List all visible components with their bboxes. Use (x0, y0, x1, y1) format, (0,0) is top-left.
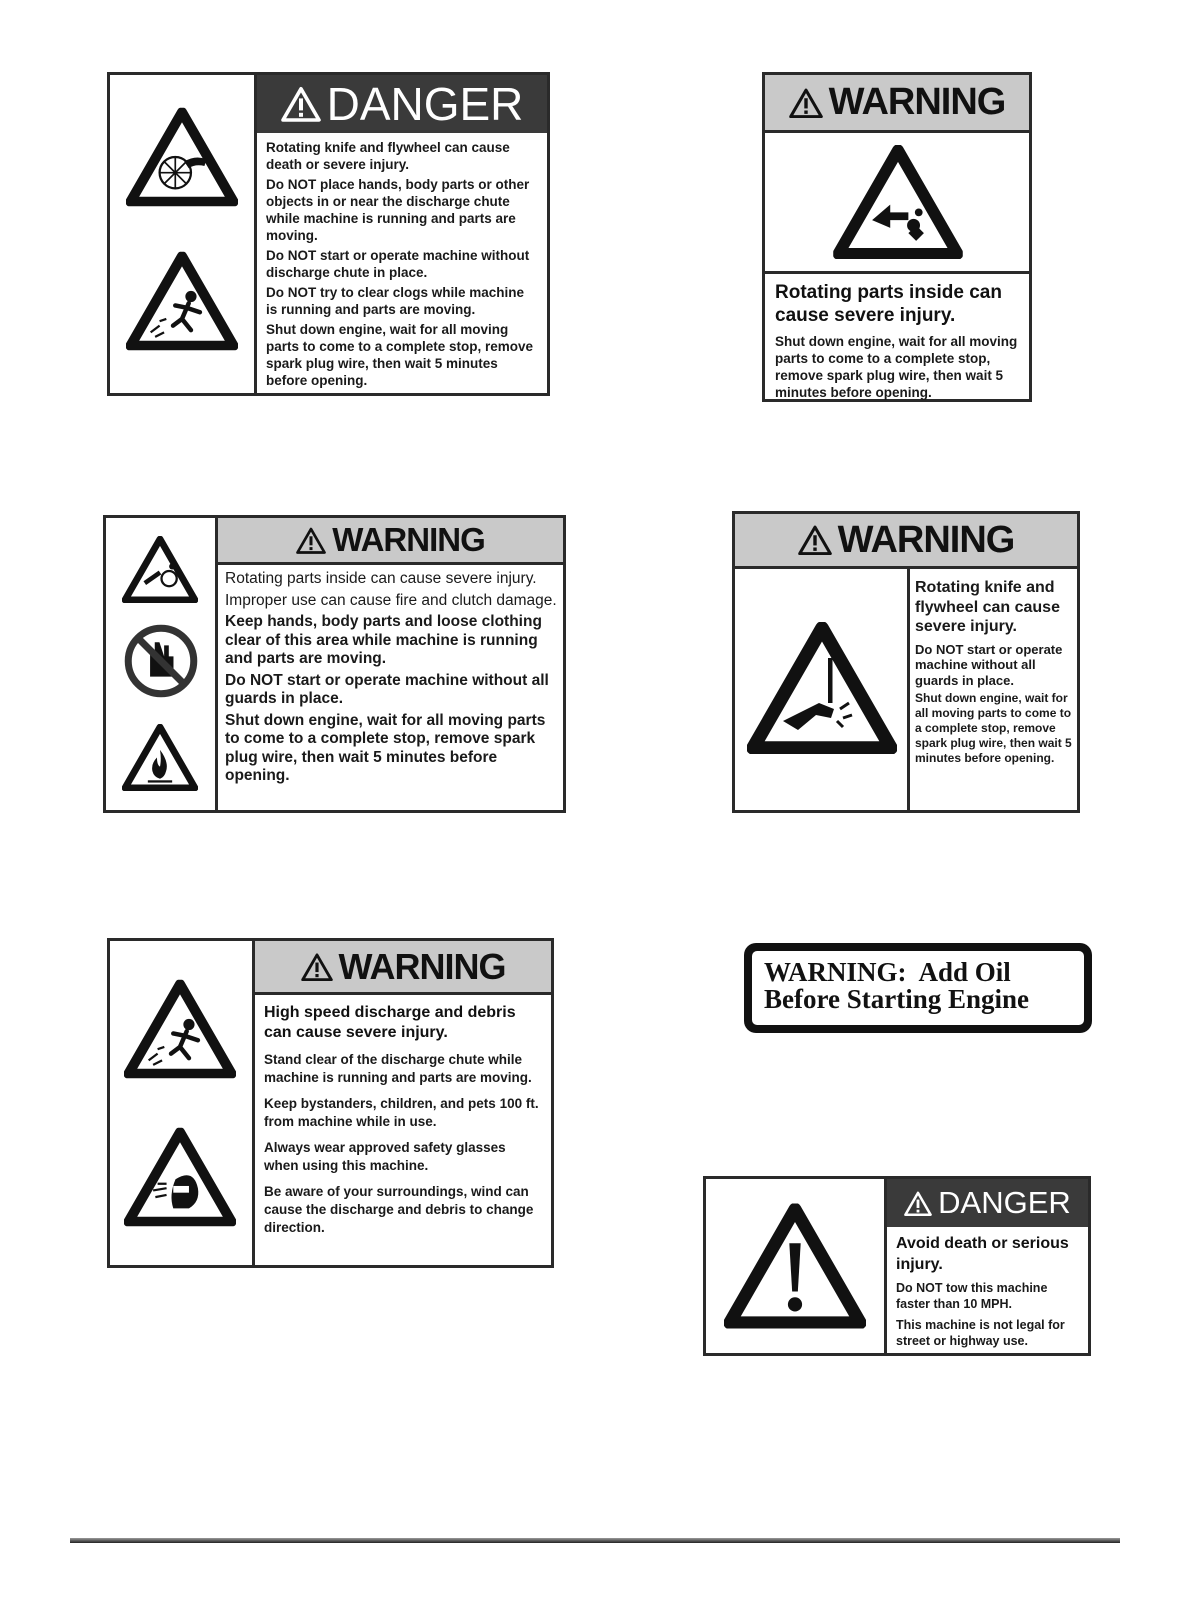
warning-triangle-icon (789, 88, 823, 118)
thrown-object-hazard-icon (124, 979, 236, 1079)
fire-hazard-icon (122, 724, 198, 791)
warning-oil-line-2: Before Starting Engine (764, 984, 1029, 1014)
warning-rotating-text-1: Shut down engine, wait for all moving parts to come to a complete stop, remove spark plug wire, then wait 5 minutes before opening. (775, 334, 1018, 400)
danger-chute-text-3: Do NOT start or operate machine without discharge chute in place. (266, 248, 530, 280)
safety-glasses-icon (124, 1127, 236, 1227)
warning-fire-text-4: Do NOT start or operate machine without all guards in place. (225, 671, 549, 707)
warning-knife-text-2: Shut down engine, wait for all moving parts to come to a complete stop, remove spark plug wire, then wait 5 minutes before opening. (915, 691, 1072, 765)
warning-discharge-text-4: Be aware of your surroundings, wind can cause the discharge and debris to change direction. (264, 1184, 534, 1235)
warning-triangle-icon (798, 525, 832, 555)
warning-triangle-icon (904, 1191, 932, 1216)
danger-chute-label (107, 72, 550, 396)
thrown-object-hazard-icon (126, 251, 238, 351)
danger-tow-text-2: This machine is not legal for street or highway use. (896, 1318, 1065, 1348)
flywheel-hazard-icon (126, 107, 238, 207)
warning-discharge-label (107, 938, 554, 1268)
warning-header: WARNING (765, 75, 1029, 133)
hand-entanglement-icon (833, 145, 963, 259)
warning-fire-text-1: Rotating parts inside can cause severe injury. (225, 570, 537, 587)
warning-knife-text-1: Do NOT start or operate machine without all guards in place. (915, 641, 1063, 688)
warning-fire-text-5: Shut down engine, wait for all moving parts to come to a complete stop, remove spark plug wire, then wait 5 minutes before opening. (225, 711, 546, 784)
warning-header: WARNING (218, 518, 563, 565)
warning-fire-text-3: Keep hands, body parts and loose clothing clear of this area while machine is running and parts are moving. (225, 613, 542, 667)
danger-chute-text-1: Rotating knife and flywheel can cause death or severe injury. (266, 140, 510, 172)
no-hand-icon (122, 622, 200, 700)
warning-triangle-icon (301, 953, 333, 981)
warning-header: WARNING (735, 514, 1077, 569)
danger-header: DANGER (257, 75, 547, 133)
hand-entanglement-icon (122, 536, 198, 603)
warning-rotating-lead: Rotating parts inside can cause severe injury. (775, 282, 1002, 326)
danger-chute-text-4: Do NOT try to clear clogs while machine is running and parts are moving. (266, 285, 525, 317)
danger-header: DANGER (887, 1179, 1088, 1227)
footer-rule (70, 1538, 1120, 1543)
warning-oil-label (744, 943, 1092, 1033)
warning-fire-label (103, 515, 566, 813)
warning-rotating-label (762, 72, 1032, 402)
warning-discharge-text-3: Always wear approved safety glasses when using this machine. (264, 1140, 506, 1173)
warning-oil-line-1: WARNING: Add Oil (764, 957, 1011, 987)
warning-triangle-icon (281, 86, 321, 122)
warning-fire-text-2: Improper use can cause fire and clutch damage. (225, 591, 557, 609)
warning-knife-label (732, 511, 1080, 813)
exclamation-hazard-icon (724, 1203, 866, 1329)
knife-cut-hazard-icon (747, 622, 897, 754)
warning-header: WARNING (255, 941, 551, 995)
warning-triangle-icon (296, 527, 326, 554)
danger-tow-lead: Avoid death or serious injury. (896, 1235, 1069, 1273)
warning-discharge-text-1: Stand clear of the discharge chute while machine is running and parts are moving. (264, 1052, 532, 1085)
danger-chute-text-2: Do NOT place hands, body parts or other objects in or near the discharge chute while machine is running and parts are moving. (266, 177, 530, 243)
danger-chute-text-5: Shut down engine, wait for all moving parts to come to a complete stop, remove spark plug wire, then wait 5 minutes before opening. (266, 322, 534, 388)
danger-tow-label (703, 1176, 1091, 1356)
danger-tow-text-1: Do NOT tow this machine faster than 10 MPH. (896, 1281, 1048, 1311)
warning-knife-lead: Rotating knife and flywheel can cause severe injury. (915, 579, 1060, 635)
warning-discharge-text-2: Keep bystanders, children, and pets 100 ft. from machine while in use. (264, 1096, 539, 1129)
warning-discharge-lead: High speed discharge and debris can cause severe injury. (264, 1004, 516, 1041)
